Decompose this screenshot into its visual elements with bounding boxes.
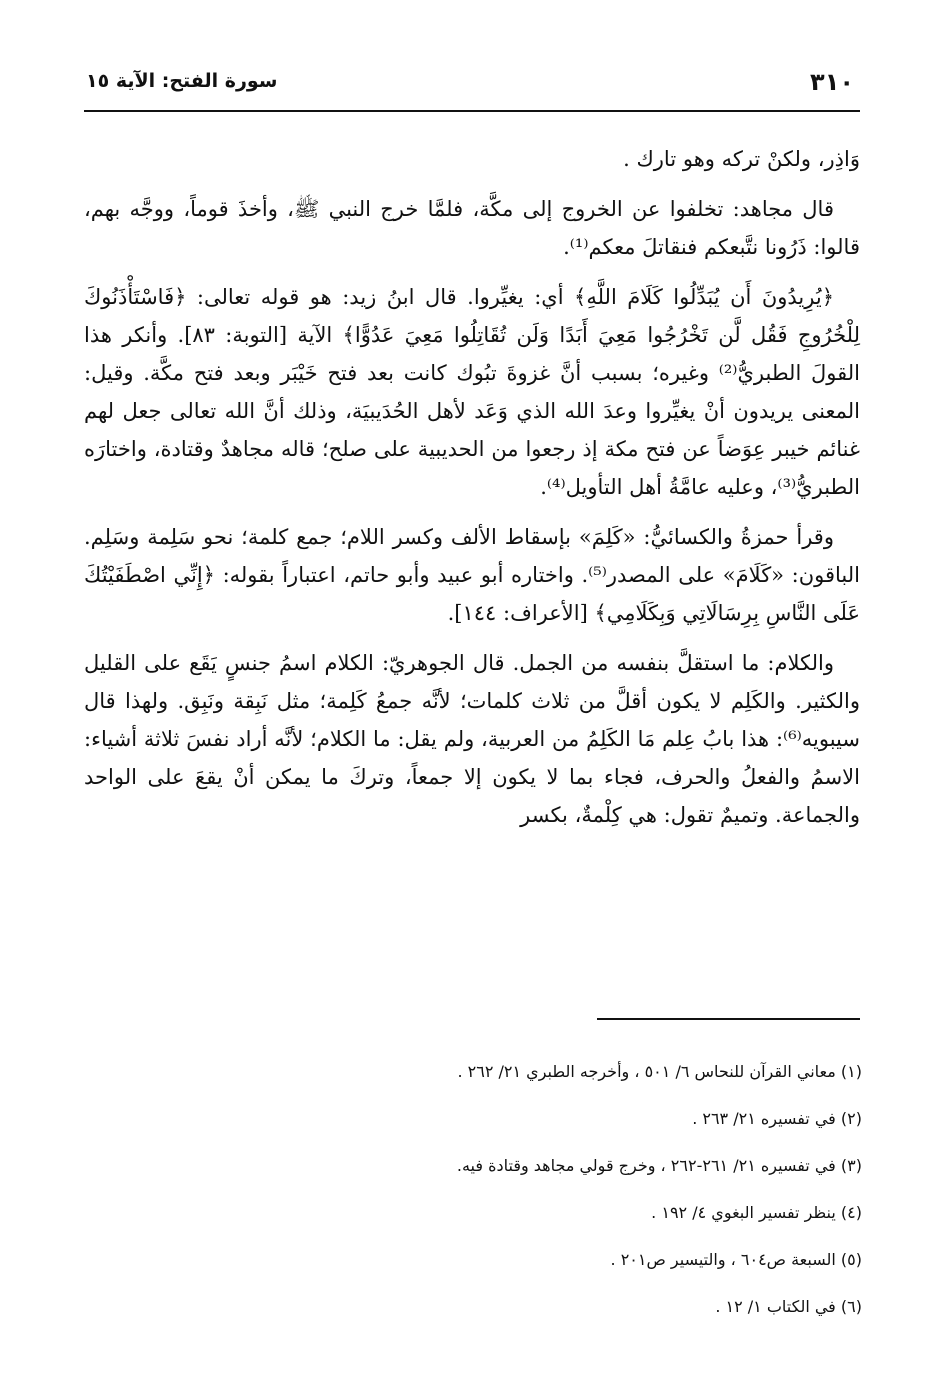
- page-header: [84, 66, 860, 106]
- running-title: سورة الفتح: الآية ١٥: [86, 70, 278, 92]
- footnote: (٤) ينظر تفسير البغوي ٤/ ١٩٢ .: [651, 1203, 862, 1222]
- footnote: (٥) السبعة ص٦٠٤ ، والتيسير ص٢٠١ .: [610, 1250, 862, 1269]
- paragraph: قال مجاهد: تخلفوا عن الخروج إلى مكَّة، فلمَّا خرج النبي ﷺ، وأخذَ قوماً، ووجَّه بهم، قالوا: ذَرُونا نتَّبعكم فنقاتلَ معكم⁽¹⁾.: [84, 197, 860, 259]
- paragraph: والكلام: ما استقلَّ بنفسه من الجمل. قال الجوهريّ: الكلام اسمُ جنسٍ يَقَع على القليل والكثير. والكَلِم لا يكون أقلَّ من ثلاث كلمات؛ لأنَّه جمعُ كَلِمة؛ مثل نَبِقة ونَبِق. ولهذا قال سيبويه⁽⁶⁾: هذا بابُ عِلم مَا الكَلِمُ من العربية، ولم يقل: ما الكلام؛ لأنَّه أراد نفسَ ثلاثة أشياء: الاسمُ والفعلُ والحرف، فجاء بما لا يكون إلا جمعاً، وتركَ ما يمكن أنْ يقعَ على الواحد والجماعة. وتميمٌ تقول: هي كِلْمةٌ، بكسر: [84, 651, 860, 827]
- page-number: ٣١٠: [810, 68, 854, 96]
- footnote-separator: [597, 1018, 860, 1020]
- footnote: (٢) في تفسيره ٢١/ ٢٦٣ .: [692, 1109, 862, 1128]
- footnote: (٣) في تفسيره ٢١/ ٢٦١-٢٦٢ ، وخرج قولي مجاهد وقتادة فيه.: [456, 1156, 862, 1175]
- paragraph: وقرأ حمزةُ والكسائيُّ: «كَلِمَ» بإسقاط الألف وكسر اللام؛ جمع كلمة؛ نحو سَلِمة وسَلِم. الباقون: «كَلَامَ» على المصدر⁽⁵⁾. واختاره أبو عبيد وأبو حاتم، اعتباراً بقوله: ﴿إِنِّي اصْطَفَيْتُكَ عَلَى النَّاسِ بِرِسَالَاتِي وَبِكَلَامِي﴾ [الأعراف: ١٤٤].: [84, 525, 860, 625]
- footnote: (٦) في الكتاب ١/ ١٢ .: [715, 1297, 862, 1316]
- paragraph: وَاذِر، ولكنْ تركه وهو تارك .: [623, 147, 860, 171]
- main-text: [84, 140, 860, 846]
- paragraph: ﴿يُرِيدُونَ أَن يُبَدِّلُوا كَلَامَ اللَّهِ﴾ أي: يغيِّروا. قال ابنُ زيد: هو قوله تعالى: ﴿فَاسْتَأْذَنُوكَ لِلْخُرُوجِ فَقُل لَّن تَخْرُجُوا مَعِيَ أَبَدًا وَلَن تُقَاتِلُوا مَعِيَ عَدُوًّا﴾ الآية [التوبة: ٨٣]. وأنكر هذا القولَ الطبريُّ⁽²⁾ وغيره؛ بسبب أنَّ غزوةَ تبُوك كانت بعد فتح خَيْبَر وبعد فتح مكَّة. وقيل: المعنى يريدون أنْ يغيِّروا وعدَ الله الذي وَعَد لأهل الحُدَيبيَة، وذلك أنَّ الله تعالى جعل لهم غنائم خيبر عِوَضاً عن فتح مكة إذ رجعوا من الحديبية على صلح؛ قاله مجاهدٌ وقتادة، واختارَه الطبريُّ⁽³⁾، وعليه عامَّةُ أهل التأويل⁽⁴⁾.: [84, 285, 861, 499]
- header-rule: [84, 110, 860, 112]
- footnote: (١) معاني القرآن للنحاس ٦/ ٥٠١ ، وأخرجه الطبري ٢١/ ٢٦٢ .: [457, 1062, 862, 1081]
- footnotes: [84, 1052, 862, 1334]
